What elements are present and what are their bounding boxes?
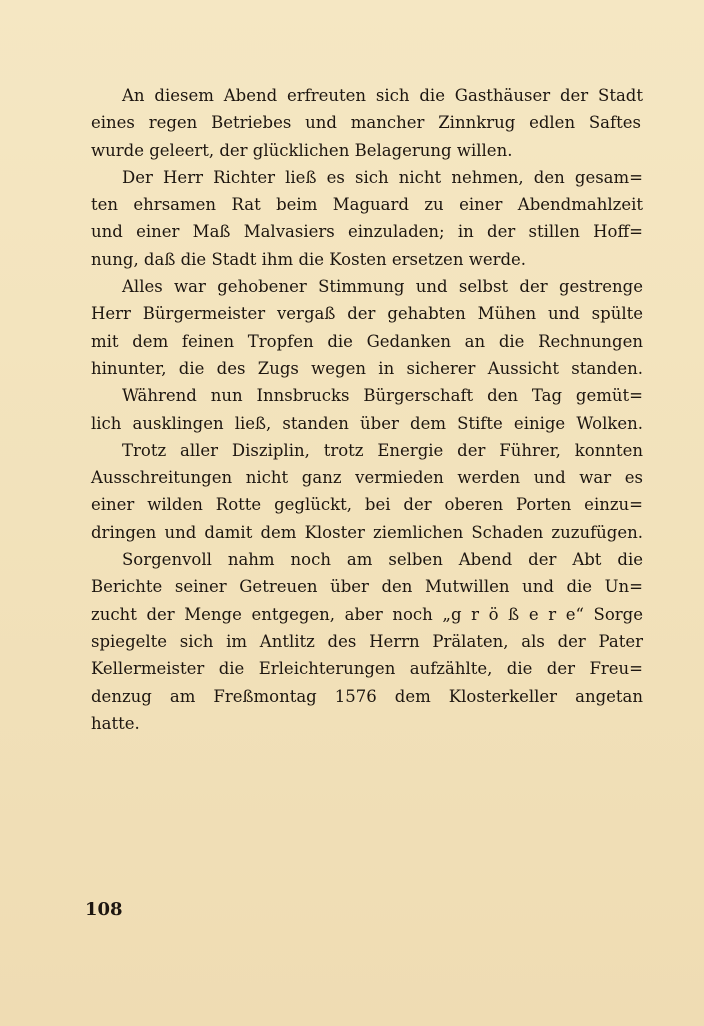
text-line: hatte. <box>91 713 140 733</box>
text-line: Der Herr Richter ließ es sich nicht nehmen, den gesam= <box>122 167 643 187</box>
paragraph-1 <box>91 82 643 164</box>
text-line: Ausschreitungen nicht ganz vermieden werden und war es <box>91 468 643 488</box>
text-line: wurde geleert, der glücklichen Belagerung willen. <box>91 140 513 160</box>
text-line: und einer Maß Malvasiers einzuladen; in der stillen Hoff= <box>91 222 643 242</box>
paragraph-6 <box>91 546 643 737</box>
text-line: mit dem feinen Tropfen die Gedanken an die Rechnungen <box>91 331 643 351</box>
text-line: Sorgenvoll nahm noch am selben Abend der Abt die <box>122 550 643 570</box>
text-line: Alles war gehobener Stimmung und selbst der gestrenge <box>122 277 643 297</box>
text-line: denzug am Freßmontag 1576 dem Klosterkeller angetan <box>91 686 643 706</box>
paragraph-4 <box>91 382 643 437</box>
text-line: An diesem Abend erfreuten sich die Gasthäuser der Stadt <box>122 86 643 105</box>
text-line: Kellermeister die Erleichterungen aufzählte, die der Freu= <box>91 659 643 679</box>
text-line: Während nun Innsbrucks Bürgerschaft den Tag gemüt= <box>122 386 643 406</box>
paragraph-5 <box>91 437 643 546</box>
text-line: einer wilden Rotte geglückt, bei der oberen Porten einzu= <box>91 495 643 515</box>
text-line: Berichte seiner Getreuen über den Mutwillen und die Un= <box>91 577 643 597</box>
text-line: Herr Bürgermeister vergaß der gehabten Mühen und spülte <box>91 304 643 324</box>
page-number: 108 <box>85 899 123 920</box>
paragraph-2 <box>91 164 643 273</box>
text-line: lich ausklingen ließ, standen über dem Stifte einige Wolken. <box>91 413 643 433</box>
text-line: ten ehrsamen Rat beim Maguard zu einer Abendmahlzeit <box>91 195 643 215</box>
text-line: zucht der Menge entgegen, aber noch „g r ö ß e r e“ Sorge <box>91 604 643 624</box>
body-text <box>91 82 643 737</box>
text-line: nung, daß die Stadt ihm die Kosten ersetzen werde. <box>91 249 527 269</box>
paragraph-3 <box>91 273 643 382</box>
text-line: eines regen Betriebes und mancher Zinnkrug edlen Saftes <box>91 113 641 133</box>
text-line: spiegelte sich im Antlitz des Herrn Prälaten, als der Pater <box>91 631 643 651</box>
text-line: hinunter, die des Zugs wegen in sicherer Aussicht standen. <box>91 358 643 378</box>
text-line: dringen und damit dem Kloster ziemlichen Schaden zuzufügen. <box>91 522 643 542</box>
text-line: Trotz aller Disziplin, trotz Energie der Führer, konnten <box>122 440 643 460</box>
